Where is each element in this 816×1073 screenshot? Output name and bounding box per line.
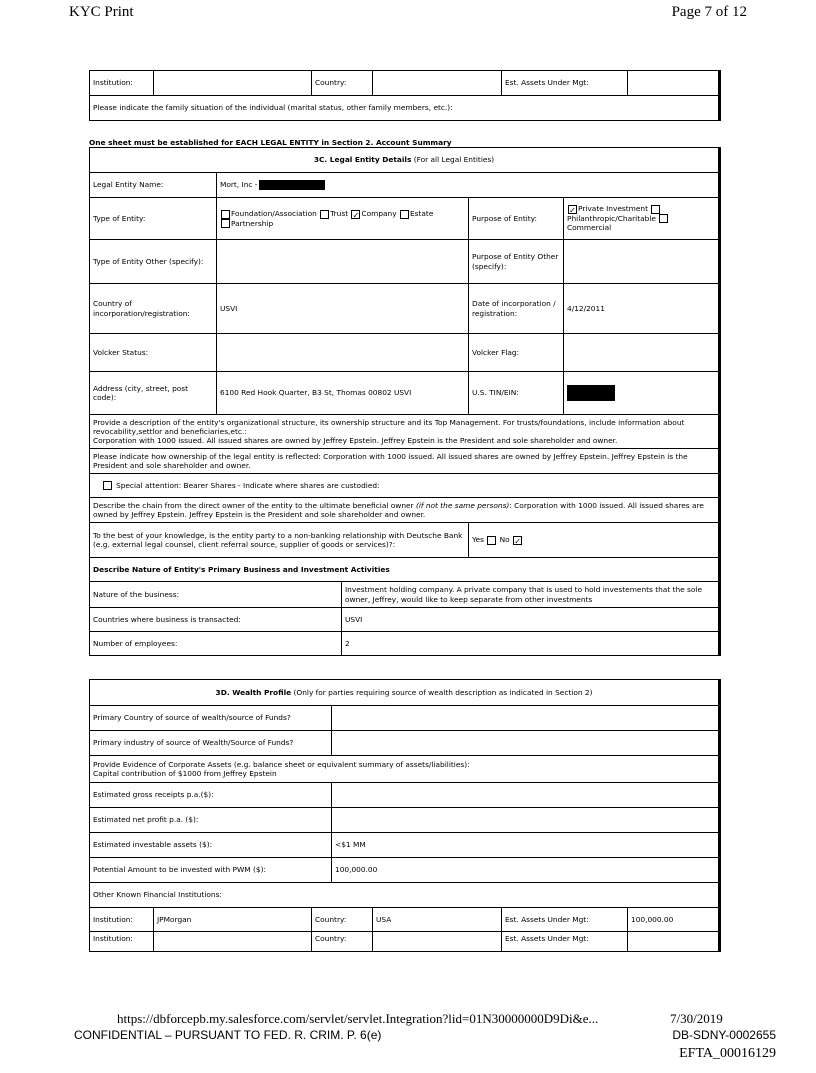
company-label: Company xyxy=(361,209,397,218)
institution-label: Institution: xyxy=(90,932,154,952)
confidential-notice: CONFIDENTIAL – PURSUANT TO FED. R. CRIM. P. 6(e) xyxy=(74,1028,382,1042)
ownership-chain xyxy=(90,498,719,523)
wealth-profile-section xyxy=(89,679,721,952)
primary-industry-value[interactable] xyxy=(332,731,719,756)
institution-label: Institution: xyxy=(90,908,154,932)
nature-value: Investment holding company. A private company that is used to hold investements that the sole owner, Jeffrey, would like to keep separate from other investments xyxy=(342,582,719,608)
corporate-assets-evidence xyxy=(90,756,719,783)
estate-checkbox[interactable] xyxy=(400,210,409,219)
investable-assets-label: Estimated investable assets ($): xyxy=(90,833,332,858)
private-investment-checkbox[interactable]: ✓ xyxy=(569,205,576,215)
purpose-other-label: Purpose of Entity Other (specify): xyxy=(469,240,564,284)
wealth-title-suffix: (Only for parties requiring source of wealth description as indicated in Section 2) xyxy=(291,687,593,697)
gross-receipts-value[interactable] xyxy=(332,783,719,808)
relationship-answer xyxy=(469,523,719,558)
potential-amount-value: 100,000.00 xyxy=(332,858,719,883)
date-incorporation-value: 4/12/2011 xyxy=(564,284,719,334)
nature-label: Nature of the business: xyxy=(90,582,342,608)
countries-label: Countries where business is transacted: xyxy=(90,608,342,632)
institution-name: JPMorgan xyxy=(154,908,312,932)
institution-value[interactable] xyxy=(154,71,312,96)
table-row xyxy=(90,908,719,932)
gross-receipts-label: Estimated gross receipts p.a.($): xyxy=(90,783,332,808)
primary-industry-label: Primary industry of source of Wealth/Source of Funds? xyxy=(90,731,332,756)
country-label: Country: xyxy=(312,932,373,952)
evidence-answer: Capital contribution of $1000 from Jeffrey Epstein xyxy=(93,769,277,778)
country-label: Country: xyxy=(312,71,373,96)
net-profit-value[interactable] xyxy=(332,808,719,833)
redaction-bar xyxy=(567,385,615,401)
structure-prompt: Provide a description of the entity's organizational structure, its ownership structure and its Top Management. For trusts/foundations, include information about revocability,settlor and beneficiaries,etc.: xyxy=(93,417,685,436)
employees-label: Number of employees: xyxy=(90,632,342,656)
institution-assets: 100,000.00 xyxy=(628,908,719,932)
yes-label: Yes xyxy=(472,535,484,545)
efta-number: EFTA_00016129 xyxy=(679,1046,776,1061)
wealth-title-main: 3D. Wealth Profile xyxy=(215,687,292,697)
countries-value: USVI xyxy=(342,608,719,632)
header-left: KYC Print xyxy=(69,4,134,20)
redaction-bar xyxy=(259,180,325,190)
entity-name-value: Mort, Inc - xyxy=(220,180,258,189)
tin-label: U.S. TIN/EIN: xyxy=(469,372,564,415)
volcker-flag-value[interactable] xyxy=(564,334,719,372)
chain-rest: : Corporation with 1000 issued. All issued shares are owned by Jeffrey Epstein. Jeffrey Epstein is the President and sole shareholder and owner. xyxy=(93,500,704,519)
no-checkbox[interactable]: ✓ xyxy=(514,536,521,546)
address-value: 6100 Red Hook Quarter, B3 St, Thomas 00802 USVI xyxy=(217,372,469,415)
commercial-label: Commercial xyxy=(567,223,612,233)
page-number: Page 7 of 12 xyxy=(671,4,747,20)
top-block xyxy=(89,70,721,121)
institution-label: Institution: xyxy=(90,71,154,96)
foundation-checkbox[interactable] xyxy=(221,210,230,219)
foundation-label: Foundation/Association xyxy=(231,209,317,218)
purpose-other-value[interactable] xyxy=(564,240,719,284)
institution-assets[interactable] xyxy=(628,932,719,952)
family-situation-note: Please indicate the family situation of the individual (marital status, other family members, etc.): xyxy=(90,96,719,121)
date-incorporation-label: Date of incorporation / registration: xyxy=(469,284,564,334)
volcker-status-value[interactable] xyxy=(217,334,469,372)
business-heading: Describe Nature of Entity's Primary Business and Investment Activities xyxy=(90,558,719,582)
yes-checkbox[interactable] xyxy=(487,536,496,545)
est-assets-label: Est. Assets Under Mgt: xyxy=(502,932,628,952)
type-other-label: Type of Entity Other (specify): xyxy=(90,240,217,284)
legal-entity-section xyxy=(89,147,721,656)
volcker-status-label: Volcker Status: xyxy=(90,334,217,372)
type-other-value[interactable] xyxy=(217,240,469,284)
footer-url: https://dbforcepb.my.salesforce.com/servlet/servlet.Integration?lid=01N30000000D9Di&e... xyxy=(117,1011,599,1026)
institution-name[interactable] xyxy=(154,932,312,952)
philanthropic-label: Philanthropic/Charitable xyxy=(567,213,656,223)
institution-country: USA xyxy=(373,908,502,932)
net-profit-label: Estimated net profit p.a. ($): xyxy=(90,808,332,833)
trust-checkbox[interactable] xyxy=(320,210,329,219)
bates-number: DB-SDNY-0002655 xyxy=(672,1028,776,1042)
institution-country[interactable] xyxy=(373,932,502,952)
no-label: No xyxy=(499,535,510,545)
structure-answer: Corporation with 1000 issued. All issued shares are owned by Jeffrey Epstein. Jeffrey Epstein is the President and sole shareholder and owner. xyxy=(93,436,618,446)
potential-amount-label: Potential Amount to be invested with PWM ($): xyxy=(90,858,332,883)
bearer-shares-checkbox[interactable] xyxy=(103,481,112,490)
private-investment-label: Private Investment xyxy=(578,204,648,214)
est-assets-label: Est. Assets Under Mgt: xyxy=(502,71,628,96)
purpose-options xyxy=(564,198,719,240)
est-assets-label: Est. Assets Under Mgt: xyxy=(502,908,628,932)
ownership-text: Please indicate how ownership of the legal entity is reflected: Corporation with 1000 issued. All issued shares are owned by Jeffrey Epstein. Jeffrey Epstein is the President and sole shareholder and owner. xyxy=(90,449,719,474)
country-label: Country: xyxy=(312,908,373,932)
wealth-title xyxy=(90,680,719,706)
legal-entity-title xyxy=(90,148,719,173)
chain-italic: (if not the same persons) xyxy=(415,500,510,510)
primary-country-value[interactable] xyxy=(332,706,719,731)
trust-label: Trust xyxy=(330,209,349,218)
other-fi-label: Other Known Financial Institutions: xyxy=(90,883,719,908)
primary-country-label: Primary Country of source of wealth/source of Funds? xyxy=(90,706,332,731)
entity-type-label: Type of Entity: xyxy=(90,198,217,240)
country-value[interactable] xyxy=(373,71,502,96)
address-label: Address (city, street, post code): xyxy=(90,372,217,415)
legal-entity-title-suffix: (For all Legal Entities) xyxy=(411,155,495,165)
est-assets-value[interactable] xyxy=(628,71,719,96)
relationship-question: To the best of your knowledge, is the entity party to a non-banking relationship with Deutsche Bank (e.g. external legal counsel, client referral source, supplier of goods or services)?: xyxy=(90,523,469,558)
partnership-label: Partnership xyxy=(231,218,274,228)
partnership-checkbox[interactable] xyxy=(221,219,230,228)
company-checkbox[interactable]: ✓ xyxy=(352,210,360,220)
philanthropic-checkbox[interactable] xyxy=(651,205,660,214)
legal-entity-title-main: 3C. Legal Entity Details xyxy=(313,155,412,165)
footer-date: 7/30/2019 xyxy=(670,1011,723,1026)
estate-label: Estate xyxy=(409,209,434,218)
entity-name-label: Legal Entity Name: xyxy=(90,173,217,198)
structure-description xyxy=(90,415,719,449)
employees-value: 2 xyxy=(342,632,719,656)
country-incorporation-value: USVI xyxy=(217,284,469,334)
bearer-shares-row xyxy=(90,474,719,498)
commercial-checkbox[interactable] xyxy=(659,214,668,223)
tin-value xyxy=(564,372,719,415)
chain-prefix: Describe the chain from the direct owner of the entity to the ultimate beneficial owner xyxy=(93,500,416,510)
entity-type-options xyxy=(217,198,469,240)
entity-name-cell[interactable] xyxy=(217,173,719,198)
table-row xyxy=(90,932,719,952)
country-incorporation-label: Country of incorporation/registration: xyxy=(90,284,217,334)
investable-assets-value: <$1 MM xyxy=(332,833,719,858)
purpose-label: Purpose of Entity: xyxy=(469,198,564,240)
evidence-prompt: Provide Evidence of Corporate Assets (e.g. balance sheet or equivalent summary of assets/liabilities): xyxy=(93,759,470,769)
volcker-flag-label: Volcker Flag: xyxy=(469,334,564,372)
bearer-shares-label: Special attention: Bearer Shares - Indicate where shares are custodied: xyxy=(116,480,380,490)
sheet-note: One sheet must be established for EACH LEGAL ENTITY in Section 2. Account Summary xyxy=(89,138,452,147)
